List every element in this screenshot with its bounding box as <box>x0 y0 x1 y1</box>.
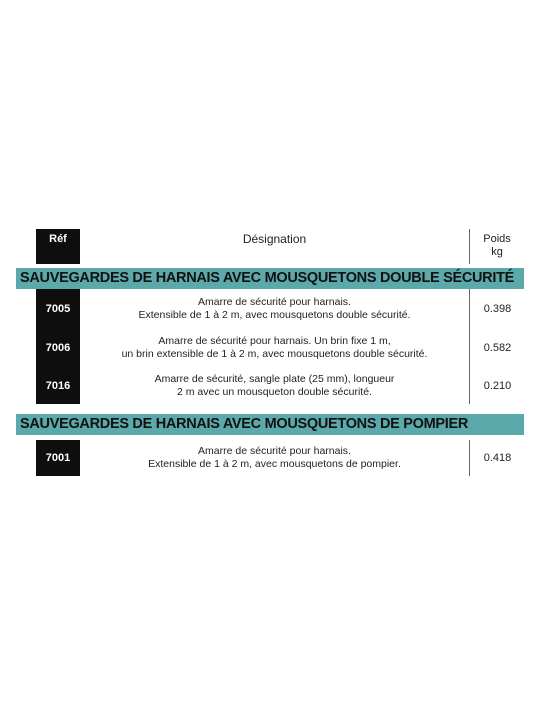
table-row-ref <box>36 328 80 367</box>
weight-column-header <box>469 229 524 264</box>
table-row-ref <box>36 440 80 476</box>
table-row-weight <box>469 328 525 367</box>
table-row-ref <box>36 367 80 404</box>
table-row-designation <box>80 328 469 367</box>
designation-line: Amarre de sécurité pour harnais. <box>198 445 351 457</box>
weight-value: 0.210 <box>483 379 512 392</box>
designation-header-label: Désignation <box>242 232 307 246</box>
section-title-double-securite <box>16 268 524 289</box>
ref-value: 7005 <box>45 302 71 315</box>
section-title-text: SAUVEGARDES DE HARNAIS AVEC MOUSQUETONS DOUBLE SÉCURITÉ <box>20 270 515 286</box>
table-row-weight <box>469 440 525 476</box>
ref-column-header <box>36 229 80 264</box>
designation-line: Extensible de 1 à 2 m, avec mousquetons double sécurité. <box>138 308 411 321</box>
designation-line: Amarre de sécurité pour harnais. Un brin fixe 1 m, <box>158 334 391 347</box>
designation-line: Amarre de sécurité, sangle plate (25 mm), longueur <box>154 372 395 385</box>
table-row-designation <box>80 440 469 476</box>
table-row-weight <box>469 289 525 328</box>
designation-line: un brin extensible de 1 à 2 m, avec mousquetons double sécurité. <box>121 347 428 360</box>
table-row-ref <box>36 289 80 328</box>
ref-value: 7006 <box>45 341 71 354</box>
weight-value: 0.398 <box>483 302 512 315</box>
table-row-designation <box>80 289 469 328</box>
ref-value: 7001 <box>45 452 71 464</box>
section-title-pompier <box>16 414 524 435</box>
ref-value: 7016 <box>45 379 71 392</box>
designation-line: Extensible de 1 à 2 m, avec mousquetons de pompier. <box>148 458 401 470</box>
designation-line: 2 m avec un mousqueton double sécurité. <box>177 385 372 398</box>
weight-value: 0.418 <box>483 452 512 464</box>
weight-unit-label: kg <box>491 246 503 258</box>
designation-line: Amarre de sécurité pour harnais. <box>198 295 351 308</box>
table-row-designation <box>80 367 469 404</box>
weight-header-label: Poids <box>483 233 511 245</box>
section-title-text: SAUVEGARDES DE HARNAIS AVEC MOUSQUETONS DE POMPIER <box>20 416 468 432</box>
weight-value: 0.582 <box>483 341 512 354</box>
ref-header-label: Réf <box>49 233 67 245</box>
designation-column-header <box>80 229 469 264</box>
table-row-weight <box>469 367 525 404</box>
